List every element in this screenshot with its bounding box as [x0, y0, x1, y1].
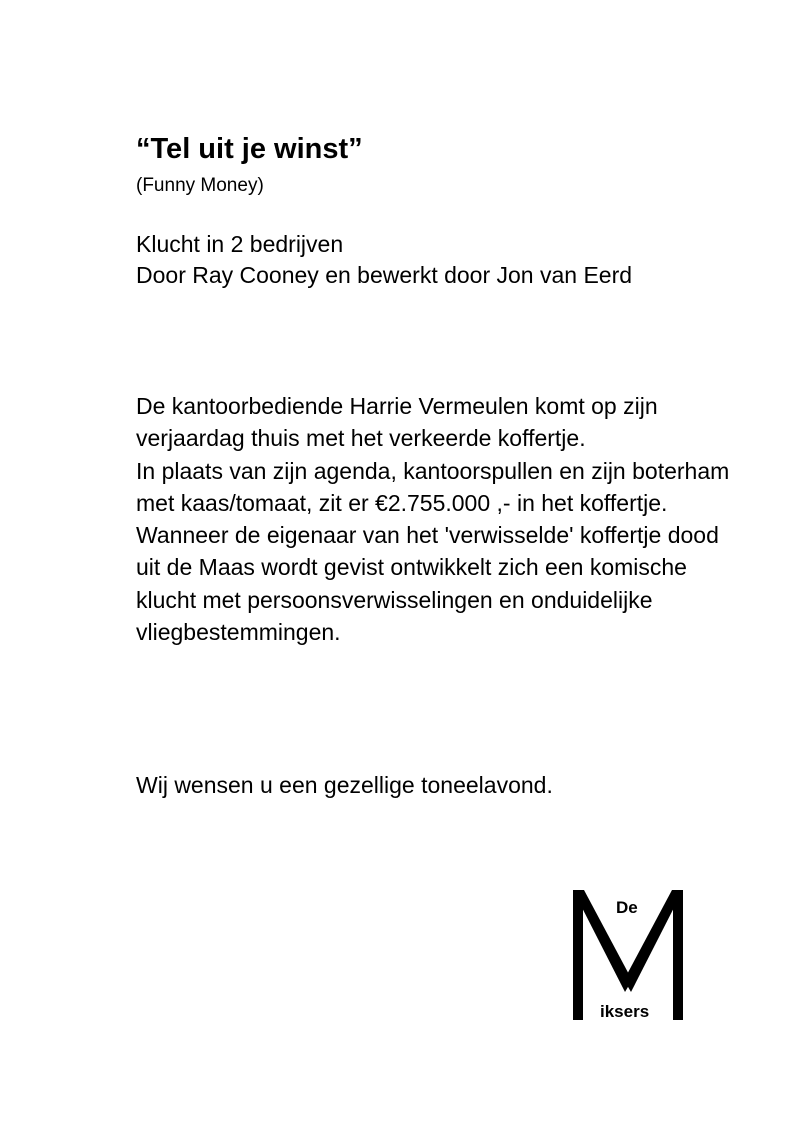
logo-top-text: De: [616, 898, 638, 917]
synopsis-line: verjaardag thuis met het verkeerde koffertje.: [136, 425, 586, 452]
synopsis-line: klucht met persoonsverwisselingen en onduidelijke: [136, 586, 653, 613]
genre-line: Klucht in 2 bedrijven: [136, 231, 344, 257]
synopsis-line: uit de Maas wordt gevist ontwikkelt zich een komische: [136, 554, 687, 581]
synopsis-line: In plaats van zijn agenda, kantoorspullen en zijn boterham: [136, 457, 730, 484]
play-subtitle: (Funny Money): [136, 175, 264, 196]
logo-bottom-text: iksers: [600, 1002, 650, 1021]
play-title: “Tel uit je winst”: [136, 133, 363, 165]
synopsis-line: met kaas/tomaat, zit er €2.755.000 ,- in het koffertje.: [136, 489, 668, 516]
play-info: [136, 229, 632, 291]
synopsis-line: Wanneer de eigenaar van het 'verwisselde' koffertje dood: [136, 522, 719, 549]
de-miksers-logo: [570, 888, 686, 1022]
synopsis-line: vliegbestemmingen.: [136, 619, 341, 646]
synopsis-line: De kantoorbediende Harrie Vermeulen komt op zijn: [136, 393, 658, 419]
synopsis: [136, 390, 776, 648]
closing-line: Wij wensen u een gezellige toneelavond.: [136, 772, 553, 798]
author-line: Door Ray Cooney en bewerkt door Jon van Eerd: [136, 262, 633, 288]
